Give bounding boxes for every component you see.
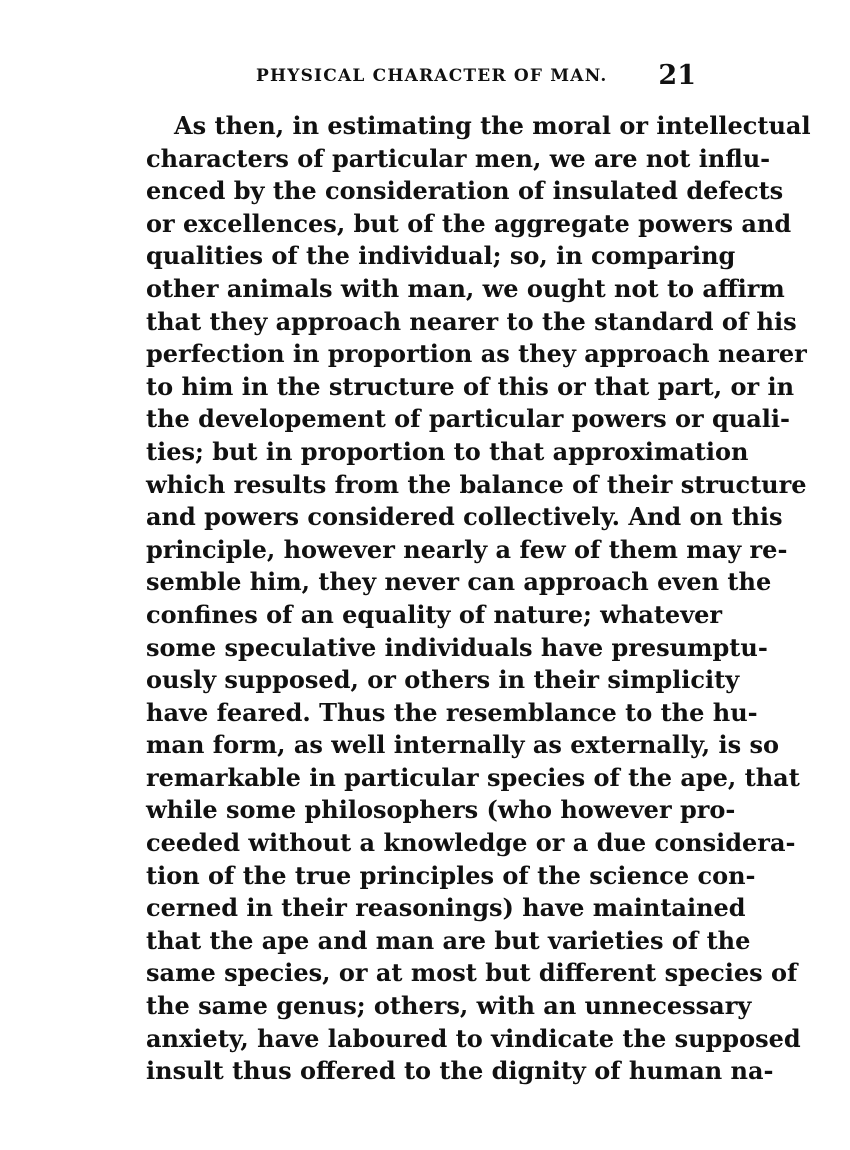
text-line: ceeded without a knowledge or a due considera-	[146, 828, 796, 858]
text-line: perfection in proportion as they approach nearer	[146, 339, 807, 369]
text-line: and powers considered collectively. And on this	[146, 502, 783, 532]
running-head	[148, 62, 706, 96]
text-line: insult thus offered to the dignity of human na-	[146, 1056, 774, 1086]
text-line: tion of the true principles of the science con-	[146, 860, 756, 890]
text-line: confines of an equality of nature; whatever	[146, 599, 723, 629]
text-line: that they approach nearer to the standard of his	[146, 306, 797, 336]
text-line: same species, or at most but different species of	[146, 958, 798, 988]
text-line: ties; but in proportion to that approximation	[146, 436, 749, 466]
text-line: while some philosophers (who however pro-	[146, 795, 736, 825]
text-line: or excellences, but of the aggregate powers and	[146, 208, 792, 238]
text-line: cerned in their reasonings) have maintained	[146, 893, 746, 923]
text-line: qualities of the individual; so, in comparing	[146, 241, 736, 271]
page-number: 21	[658, 60, 696, 91]
text-line: semble him, they never can approach even the	[146, 567, 772, 597]
text-line: man form, as well internally as externally, is so	[146, 730, 779, 760]
text-line: other animals with man, we ought not to affirm	[146, 273, 785, 303]
text-line: have feared. Thus the resemblance to the hu-	[146, 697, 758, 727]
text-line: principle, however nearly a few of them may re-	[146, 534, 788, 564]
text-line: anxiety, have laboured to vindicate the supposed	[146, 1023, 801, 1053]
text-line: the same genus; others, with an unnecessary	[146, 991, 752, 1021]
body-text	[146, 110, 811, 1088]
text-line: characters of particular men, we are not influ-	[146, 143, 771, 173]
text-line: enced by the consideration of insulated defects	[146, 176, 784, 206]
text-line: remarkable in particular species of the ape, that	[146, 762, 800, 792]
text-line: some speculative individuals have presumptu-	[146, 632, 768, 662]
text-line: which results from the balance of their structure	[146, 469, 807, 499]
text-line: to him in the structure of this or that part, or in	[146, 371, 795, 401]
running-title: PHYSICAL CHARACTER OF MAN.	[256, 66, 608, 86]
text-line: ously supposed, or others in their simplicity	[146, 665, 740, 695]
text-line: the developement of particular powers or quali-	[146, 404, 790, 434]
text-line: that the ape and man are but varieties of the	[146, 925, 751, 955]
text-line: As then, in estimating the moral or intellectual	[174, 111, 811, 140]
